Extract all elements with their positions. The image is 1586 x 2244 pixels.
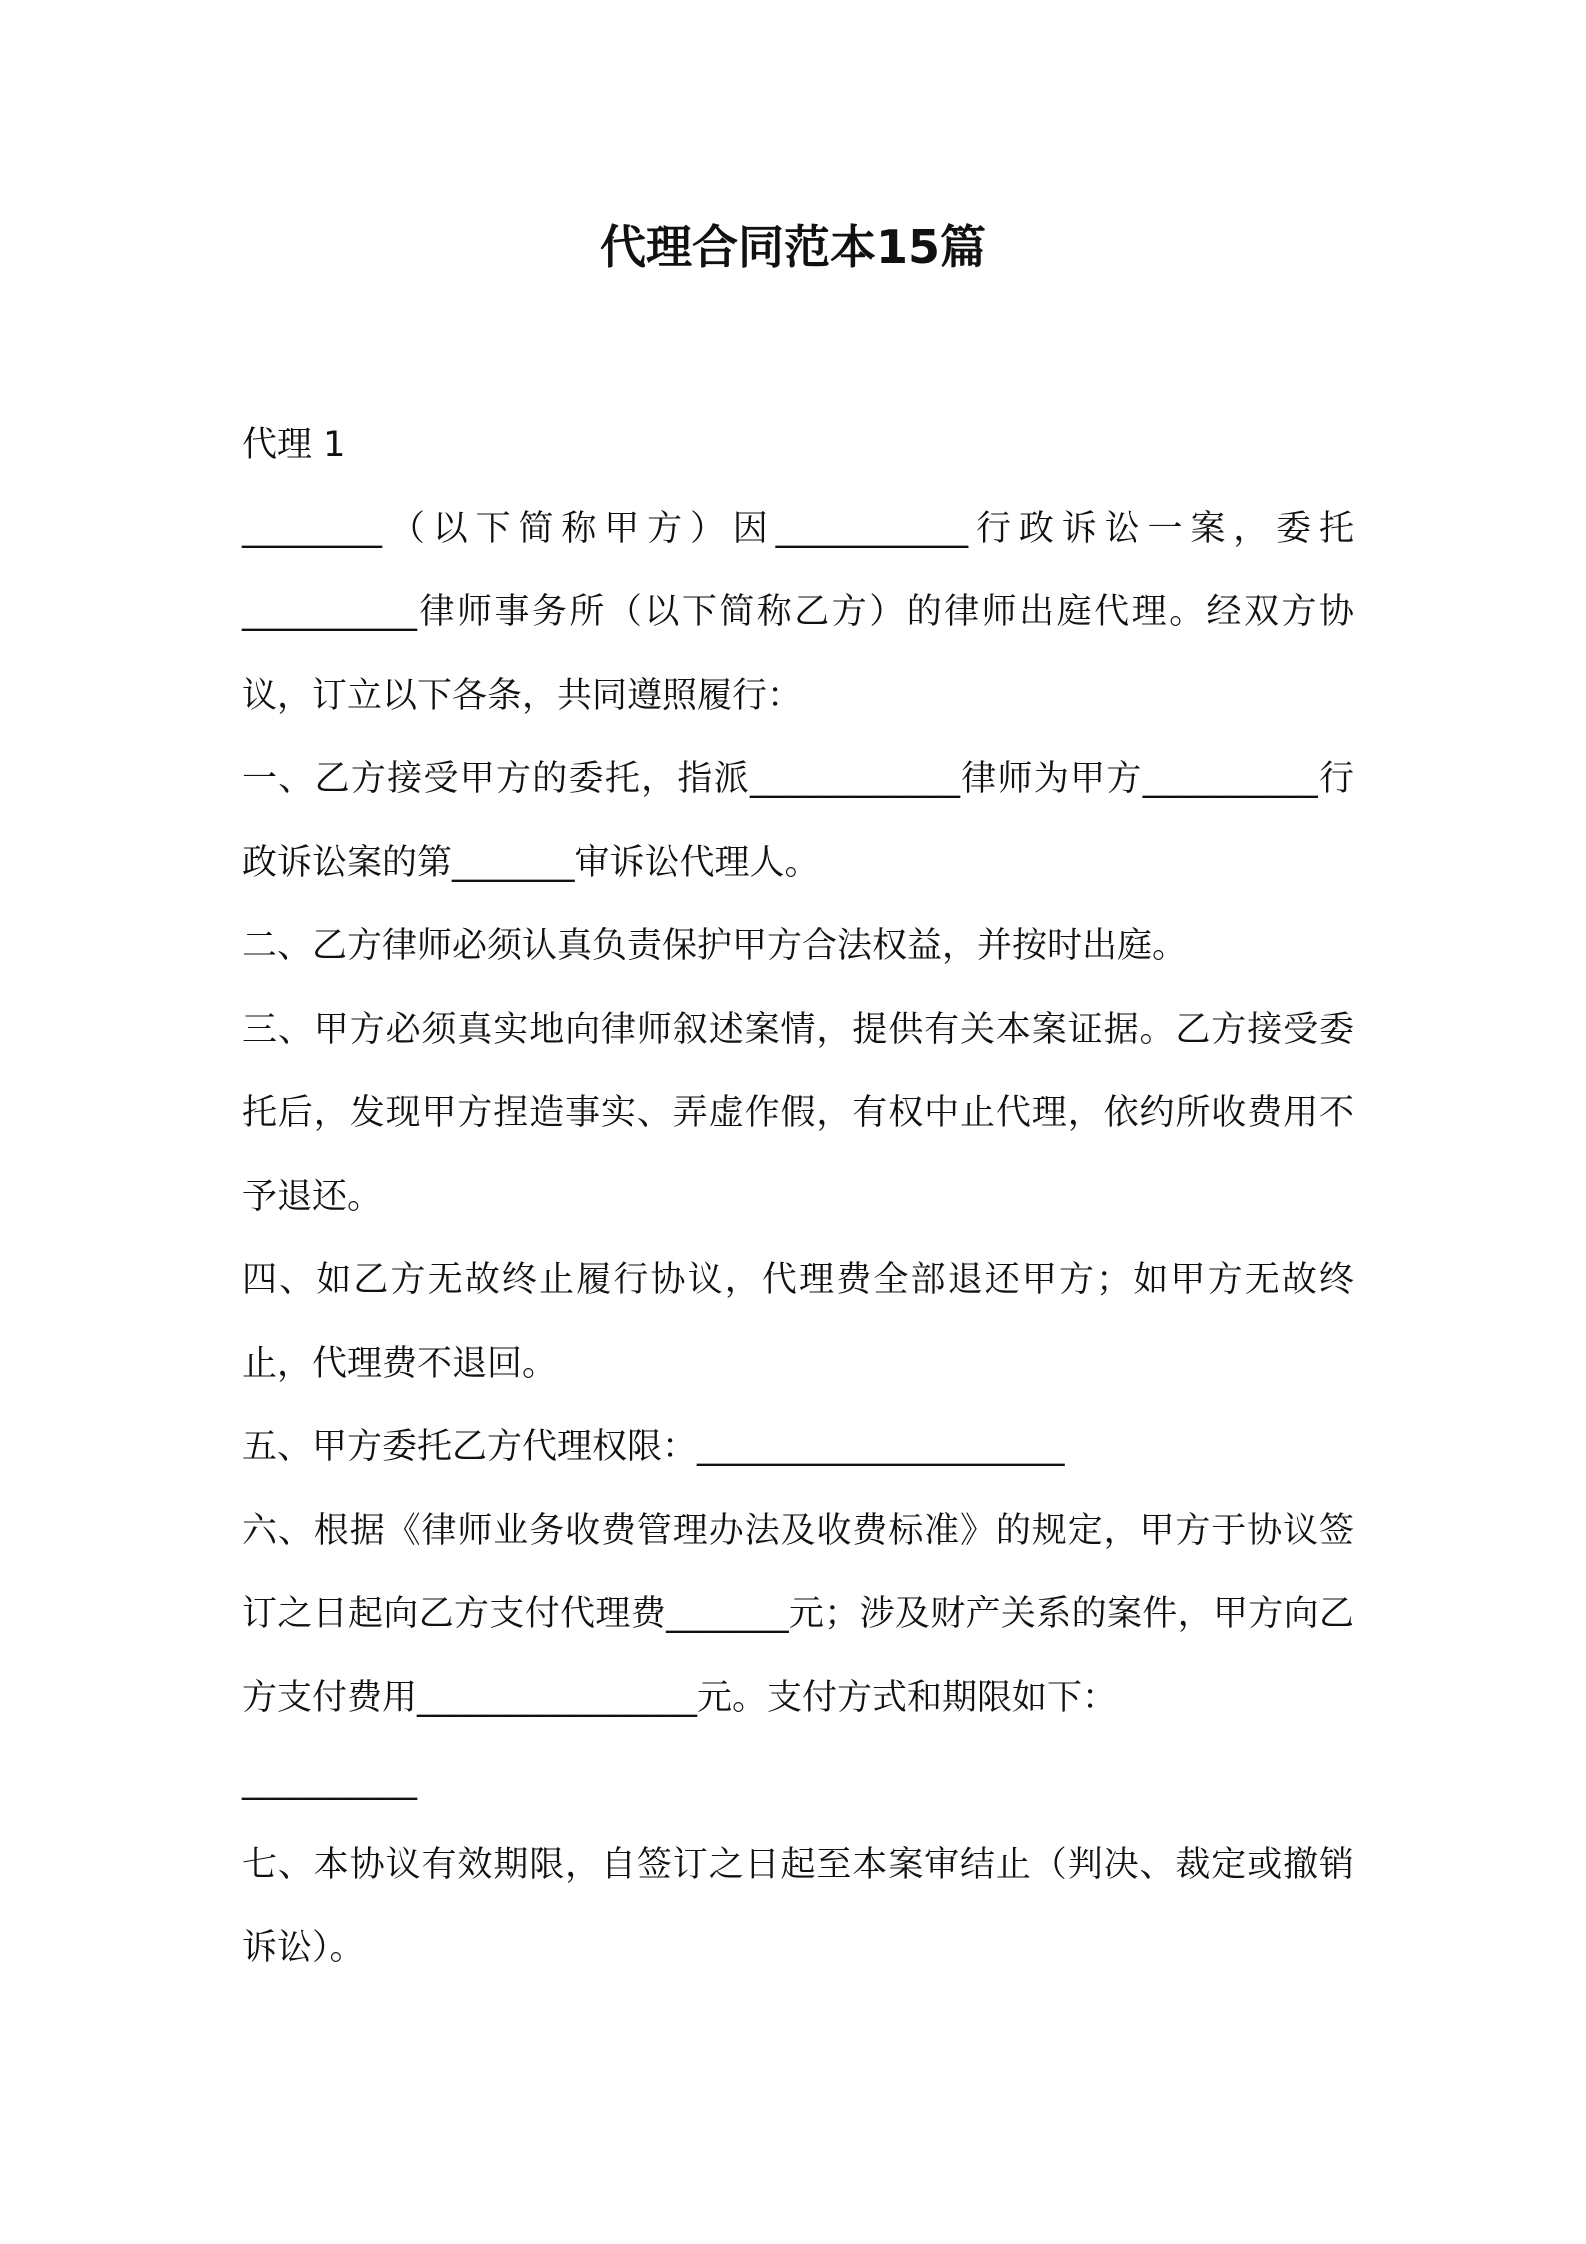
- clause-2: 二、乙方律师必须认真负责保护甲方合法权益，并按时出庭。: [242, 926, 1188, 966]
- clause-1: 一、乙方接受甲方的委托，指派____________律师为甲方__________行政诉讼案的第_______审诉讼代理人。: [242, 759, 1354, 883]
- paragraph-intro: ________（以下简称甲方）因___________行政诉讼一案，委托__________律师事务所（以下简称乙方）的律师出庭代理。经双方协议，订立以下各条，共同遵照履行：: [242, 508, 1354, 716]
- document-body: [242, 404, 1354, 1991]
- section-heading: 代理 1: [242, 425, 346, 465]
- document-title: 代理合同范本15篇: [599, 220, 986, 274]
- clause-6: 六、根据《律师业务收费管理办法及收费标准》的规定，甲方于协议签订之日起向乙方支付代理费_______元；涉及财产关系的案件，甲方向乙方支付费用________________元。支付方式和期限如下：: [242, 1510, 1354, 1718]
- payment-blank: __________: [242, 1761, 417, 1801]
- clause-5: 五、甲方委托乙方代理权限：_____________________: [242, 1427, 1065, 1467]
- clause-3: 三、甲方必须真实地向律师叙述案情，提供有关本案证据。乙方接受委托后，发现甲方捏造事实、弄虚作假，有权中止代理，依约所收费用不予退还。: [242, 1009, 1354, 1217]
- clause-4: 四、如乙方无故终止履行协议，代理费全部退还甲方；如甲方无故终止，代理费不退回。: [242, 1260, 1354, 1384]
- clause-7: 七、本协议有效期限，自签订之日起至本案审结止（判决、裁定或撤销诉讼）。: [242, 1844, 1354, 1968]
